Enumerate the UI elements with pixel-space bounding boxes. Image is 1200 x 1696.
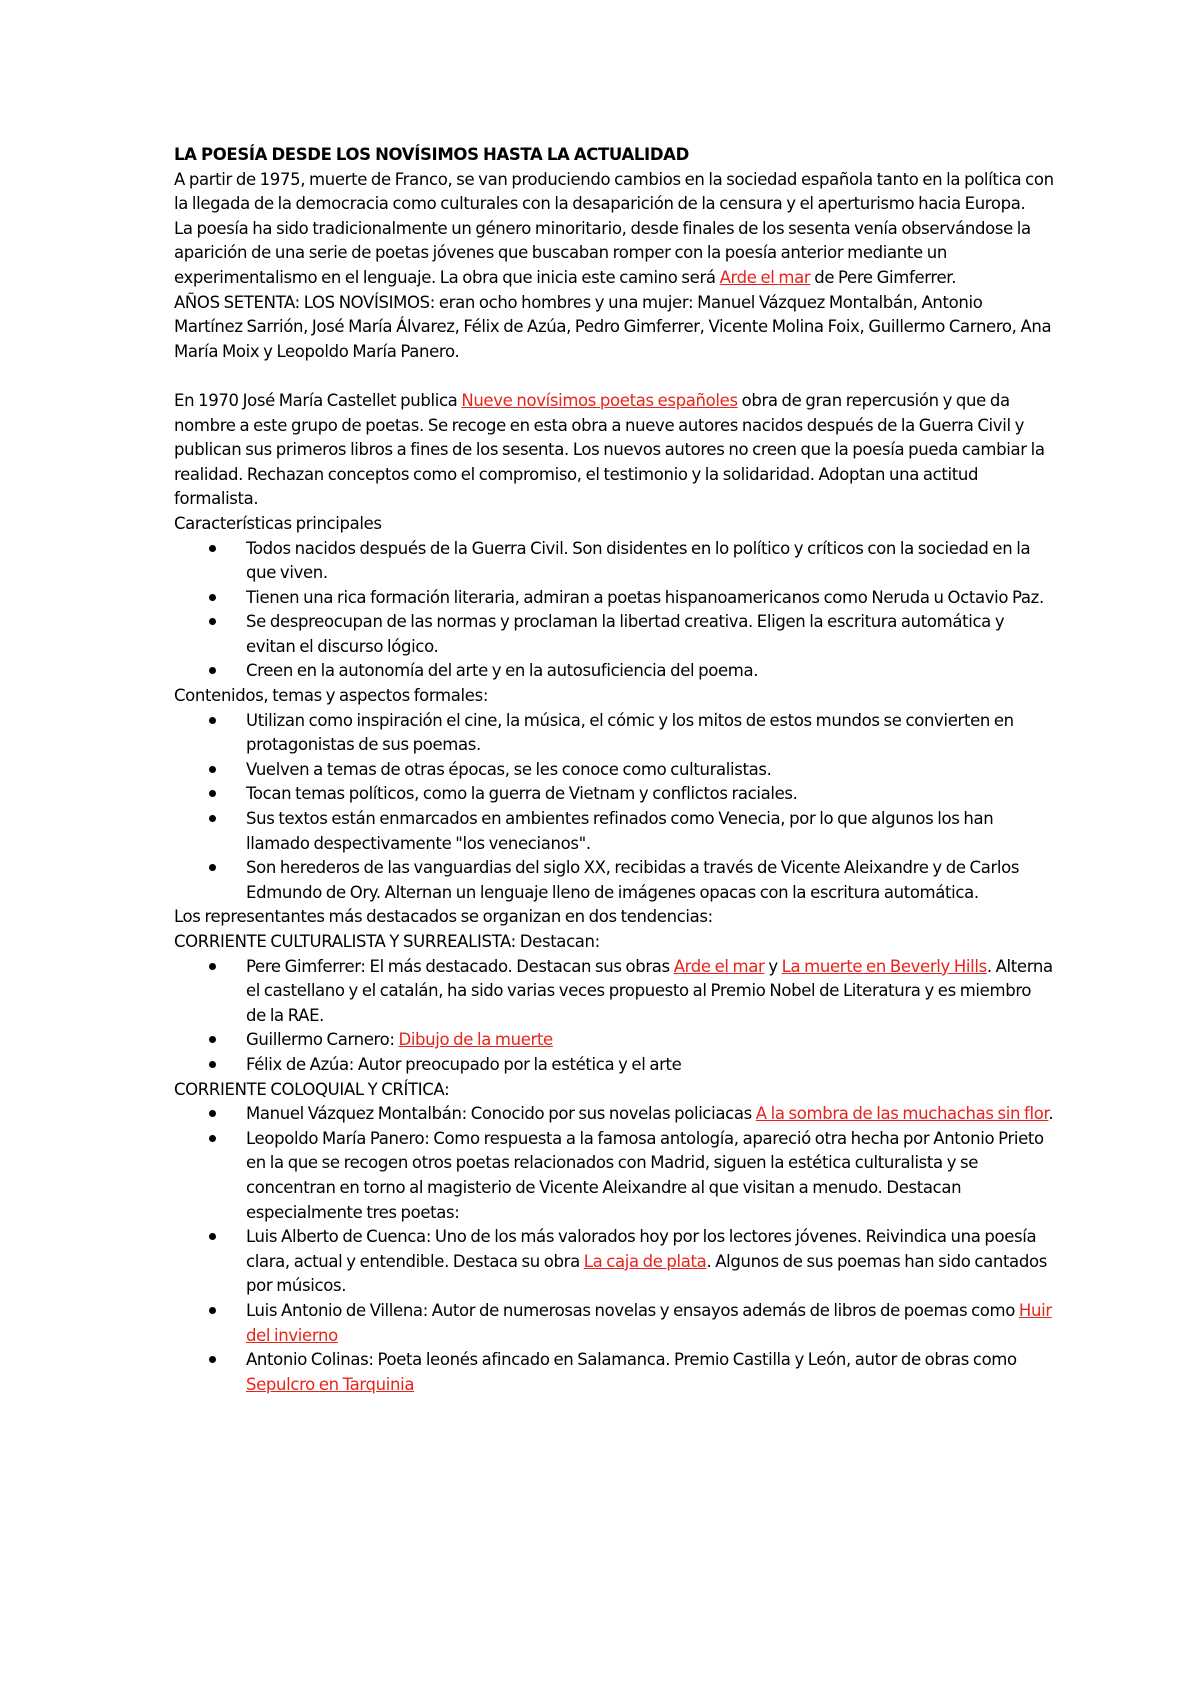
list-item-text: Tienen una rica formación literaria, admiran a poetas hispanoamericanos como Neruda u Octavio Paz.: [246, 587, 1044, 607]
list-item: [174, 709, 1054, 758]
intro-paragraph: A partir de 1975, muerte de Franco, se van produciendo cambios en la sociedad española tanto en la política con la llegada de la democracia como culturales con la desaparición de la censura y el aperturismo hacia Europa.: [174, 169, 1054, 214]
bullet-dot-icon: [209, 717, 216, 724]
list-item-text: Utilizan como inspiración el cine, la música, el cómic y los mitos de estos mundos se convierten en protagonistas de sus poemas.: [246, 710, 1014, 755]
caracteristicas-list: [174, 537, 1054, 685]
list-item: [174, 758, 1054, 783]
bullet-dot-icon: [209, 1036, 216, 1043]
text-segment: de Pere Gimferrer.: [810, 267, 957, 287]
coloquial-list: [174, 1102, 1054, 1397]
text-segment: La poesía ha sido tradicionalmente un género minoritario, desde finales de los sesenta venía observándose la aparición de una serie de poetas jóvenes que buscaban romper con la poesía anterior mediante un experimentalismo en el lenguaje. La obra que inicia este camino será: [174, 218, 1031, 287]
contenidos-heading: Contenidos, temas y aspectos formales:: [174, 686, 489, 706]
blank-line: [174, 364, 1054, 389]
bullet-dot-icon: [209, 1356, 216, 1363]
text-segment: y: [764, 956, 782, 976]
list-item-text: Son herederos de las vanguardias del siglo XX, recibidas a través de Vicente Aleixandre y de Carlos Edmundo de Ory. Alternan un lenguaje lleno de imágenes opacas con la escritura automática.: [246, 858, 1020, 902]
bullet-dot-icon: [209, 1307, 216, 1314]
list-item: [174, 1053, 1054, 1078]
text-segment: Luis Alberto de Cuenca: Uno de los más valorados hoy por los lectores jóvenes. Reivindica una poesía clara, actual y entendible. Destaca su obra: [246, 1227, 1037, 1271]
bullet-dot-icon: [209, 594, 216, 601]
bullet-dot-icon: [209, 618, 216, 625]
representantes-paragraph: Los representantes más destacados se organizan en dos tendencias:: [174, 907, 713, 927]
list-item: [174, 537, 1054, 586]
caracteristicas-heading: Características principales: [174, 513, 382, 533]
castellet-paragraph: [174, 389, 1054, 512]
bullet-dot-icon: [209, 864, 216, 871]
text-segment: .: [1048, 1104, 1054, 1124]
culturalista-list: [174, 955, 1054, 1078]
link-la-muerte-en-beverly-hills[interactable]: La muerte en Beverly Hills: [781, 956, 987, 976]
link-a-la-sombra-de-las-muchachas-sin-flor[interactable]: A la sombra de las muchachas sin flor: [755, 1104, 1049, 1124]
experimentalism-paragraph: [174, 217, 1054, 291]
list-item-text: Félix de Azúa: Autor preocupado por la estética y el arte: [246, 1054, 682, 1074]
contenidos-list: [174, 709, 1054, 906]
bullet-dot-icon: [209, 1135, 216, 1142]
text-segment: Manuel Vázquez Montalbán: Conocido por sus novelas policiacas: [246, 1104, 756, 1124]
list-item: [174, 586, 1054, 611]
text-segment: . Alterna el castellano y el catalán, ha sido varias veces propuesto al Premio Nobel de Literatura y es miembro de la RAE.: [246, 956, 1053, 1025]
link-dibujo-de-la-muerte[interactable]: Dibujo de la muerte: [398, 1030, 553, 1050]
culturalista-heading: CORRIENTE CULTURALISTA Y SURREALISTA: Destacan:: [174, 932, 600, 951]
list-item-text: Vuelven a temas de otras épocas, se les conoce como culturalistas.: [246, 759, 772, 779]
list-item-text: Tocan temas políticos, como la guerra de Vietnam y conflictos raciales.: [246, 784, 798, 804]
coloquial-heading: CORRIENTE COLOQUIAL Y CRÍTICA:: [174, 1079, 450, 1099]
link-nueve-novisimos[interactable]: Nueve novísimos poetas españoles: [461, 390, 738, 410]
link-arde-el-mar[interactable]: Arde el mar: [719, 267, 811, 287]
text-segment: En 1970 José María Castellet publica: [174, 390, 462, 410]
document-title: LA POESÍA DESDE LOS NOVÍSIMOS HASTA LA ACTUALIDAD: [174, 145, 689, 164]
link-sepulcro-en-tarquinia[interactable]: Sepulcro en Tarquinia: [246, 1374, 415, 1394]
list-item: [174, 856, 1054, 905]
bullet-dot-icon: [209, 1110, 216, 1117]
text-segment: Pere Gimferrer: El más destacado. Destacan sus obras: [246, 956, 674, 976]
bullet-dot-icon: [209, 963, 216, 970]
text-segment: Luis Antonio de Villena: Autor de numerosas novelas y ensayos además de libros de poemas como: [246, 1300, 1019, 1320]
list-item: [174, 1028, 1054, 1053]
text-segment: . Algunos de sus poemas han sido cantados por músicos.: [246, 1251, 1047, 1296]
list-item: [174, 782, 1054, 807]
list-item-text: Sus textos están enmarcados en ambientes refinados como Venecia, por lo que algunos los han llamado despectivamente "los venecianos".: [246, 809, 994, 853]
bullet-dot-icon: [209, 545, 216, 552]
list-item: [174, 807, 1054, 856]
novisimos-paragraph: AÑOS SETENTA: LOS NOVÍSIMOS: eran ocho hombres y una mujer: Manuel Vázquez Montalbán, Antonio Martínez Sarrión, José María Álvarez, Félix de Azúa, Pedro Gimferrer, Vicente Molina Foix, Guillermo Carnero, Ana María Moix y Leopoldo María Panero.: [174, 292, 1052, 361]
link-la-caja-de-plata[interactable]: La caja de plata: [583, 1251, 707, 1271]
list-item: [174, 1348, 1054, 1397]
list-item-text: Se despreocupan de las normas y proclaman la libertad creativa. Eligen la escritura automática y evitan el discurso lógico.: [246, 612, 1005, 656]
list-item-text: Creen en la autonomía del arte y en la autosuficiencia del poema.: [246, 661, 759, 681]
list-item: [174, 1225, 1054, 1299]
bullet-dot-icon: [209, 1233, 216, 1240]
bullet-dot-icon: [209, 815, 216, 822]
list-item: [174, 1299, 1054, 1348]
bullet-dot-icon: [209, 790, 216, 797]
link-arde-el-mar[interactable]: Arde el mar: [673, 956, 765, 976]
bullet-dot-icon: [209, 1061, 216, 1068]
list-item: [174, 610, 1054, 659]
document-page: [174, 143, 1054, 1397]
list-item-text: Leopoldo María Panero: Como respuesta a la famosa antología, apareció otra hecha por Antonio Prieto en la que se recogen otros poetas relacionados con Madrid, siguen la estética culturalista y se concentran en torno al magisterio de Vicente Aleixandre al que visitan a menudo. Destacan especialmente tres poetas:: [246, 1128, 1044, 1222]
text-segment: obra de gran repercusión y que da nombre a este grupo de poetas. Se recoge en esta obra a nueve autores nacidos después de la Guerra Civil y publican sus primeros libros a fines de los sesenta. Los nuevos autores no creen que la poesía pueda cambiar la realidad. Rechazan conceptos como el compromiso, el testimonio y la solidaridad. Adoptan una actitud formalista.: [174, 390, 1045, 509]
list-item: [174, 1102, 1054, 1127]
bullet-dot-icon: [209, 766, 216, 773]
list-item-text: Todos nacidos después de la Guerra Civil. Son disidentes en lo político y críticos con la sociedad en la que viven.: [246, 538, 1031, 583]
text-segment: Guillermo Carnero:: [246, 1030, 399, 1050]
link-huir-del-invierno[interactable]: Huir del invierno: [246, 1300, 1052, 1345]
list-item: [174, 955, 1054, 1029]
list-item: [174, 659, 1054, 684]
bullet-dot-icon: [209, 667, 216, 674]
text-segment: Antonio Colinas: Poeta leonés afincado en Salamanca. Premio Castilla y León, autor de obras como: [246, 1350, 1017, 1370]
list-item: [174, 1127, 1054, 1225]
